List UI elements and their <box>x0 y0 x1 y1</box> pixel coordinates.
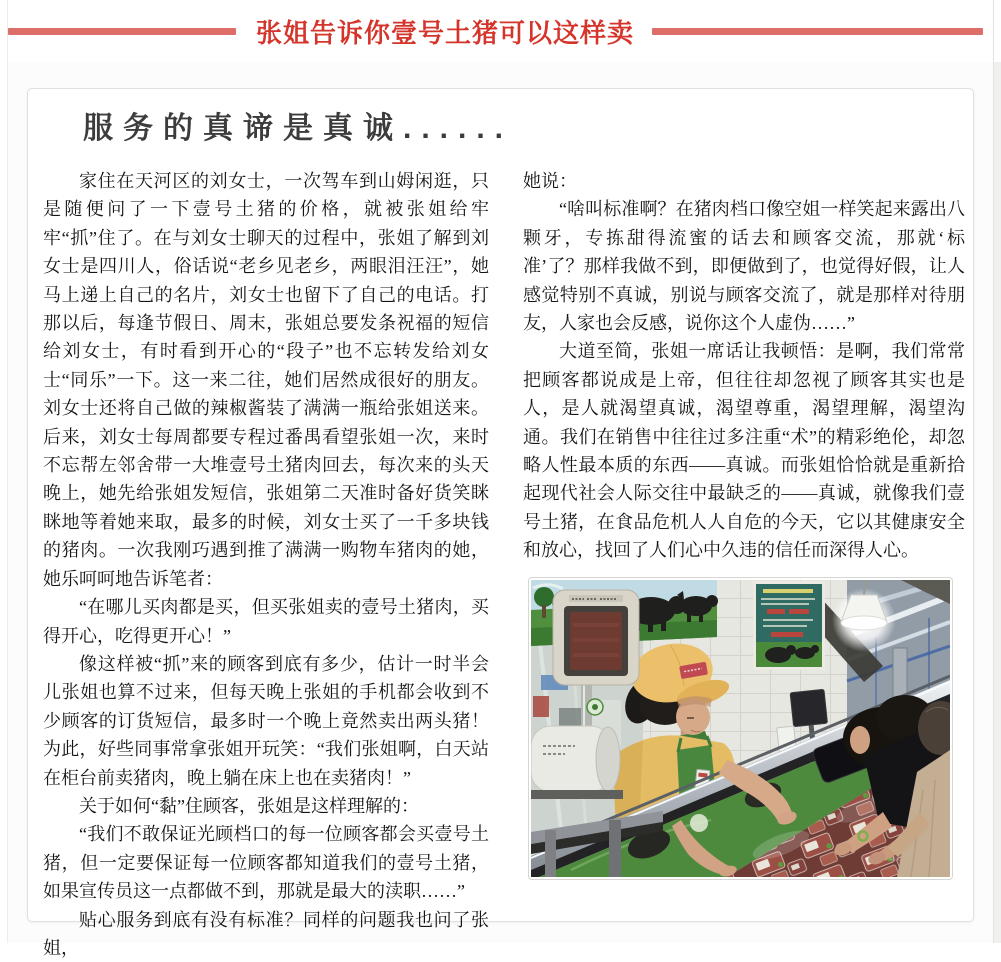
page-header <box>8 0 993 62</box>
meat-counter-photo-illustration <box>531 580 950 877</box>
article-left-column <box>43 167 489 962</box>
paragraph: 她说： <box>523 171 577 191</box>
title-rule-left <box>8 28 236 35</box>
page-body <box>8 62 993 958</box>
paragraph: 家住在天河区的刘女士，一次驾车到山姆闲逛，只是随便问了一下壹号土猪的价格，就被张姐给牢牢“抓”住了。在与刘女士聊天的过程中，张姐了解到刘女士是四川人，俗话说“老乡见老乡，两眼泪汪汪”，她马上递上自己的名片，刘女士也留下了自己的电话。打那以后，每逢节假日、周末，张姐总要发条祝福的短信给刘女士，有时看到开心的“段子”也不忘转发给刘女士“同乐”一下。这一来二往，她们居然成很好的朋友。刘女士还将自己做的辣椒酱装了满满一瓶给张姐送来。后来，刘女士每周都要专程过番禺看望张姐一次，来时不忘帮左邻舍带一大堆壹号土猪肉回去，每次来的头天晚上，她先给张姐发短信，张姐第二天准时备好货笑眯眯地等着她来取，最多的时候，刘女士买了一千多块钱的猪肉。一次我刚巧遇到推了满满一购物车猪肉的她，她乐呵呵地告诉笔者： <box>43 171 489 589</box>
paragraph: “在哪儿买肉都是买，但买张姐卖的壹号土猪肉，买得开心，吃得更开心！” <box>43 597 489 646</box>
paragraph: 大道至简，张姐一席话让我顿悟：是啊，我们常常把顾客都说成是上帝，但往往却忽视了顾客其实也是人，是人就渴望真诚，渴望尊重，渴望理解，渴望沟通。我们在销售中往往过多注重“术”的精彩绝伦，却忽略人性最本质的东西——真诚。而张姐恰恰就是重新拾起现代社会人际交往中最缺乏的——真诚，就像我们壹号土猪，在食品危机人人自危的今天，它以其健康安全和放心，找回了人们心中久违的信任而深得人心。 <box>523 341 965 561</box>
article-right-column <box>523 167 965 565</box>
paragraph: 关于如何“黏”住顾客，张姐是这样理解的： <box>79 795 419 816</box>
title-rule-right <box>652 28 983 35</box>
article-title: 服务的真谛是真诚...... <box>83 112 514 145</box>
paragraph: “啥叫标准啊？在猪肉档口像空姐一样笑起来露出八颗牙，专拣甜得流蜜的话去和顾客交流，那就‘标准’了？那样我做不到，即便做到了，也觉得好假，让人感觉特别不真诚，别说与顾客交流了，就是那样对待朋友，人家也会反感，说你这个人虚伪……” <box>523 199 965 334</box>
article-card <box>27 88 974 958</box>
wall-poster <box>753 581 825 670</box>
paragraph: “我们不敢保证光顾档口的每一位顾客都会买壹号土猪，但一定要保证每一位顾客都知道我们的壹号土猪，如果宣传员这一点都做不到，那就是最大的渎职……” <box>43 824 489 902</box>
right-gutter <box>994 62 1001 943</box>
paragraph: 贴心服务到底有没有标准？同样的问题我也问了张姐， <box>43 909 489 958</box>
paragraph: 像这样被“抓”来的顾客到底有多少，估计一时半会儿张姐也算不过来，但每天晚上张姐的手机都会收到不少顾客的订货短信，最多时一个晚上竟然卖出两头猪！为此，好些同事常拿张姐开玩笑：“我们张姐啊，白天站在柜台前卖猪肉，晚上躺在床上也在卖猪肉！” <box>43 653 489 788</box>
page-title: 张姐告诉你壹号土猪可以这样卖 <box>256 17 635 48</box>
meat-counter-photo <box>528 577 953 880</box>
